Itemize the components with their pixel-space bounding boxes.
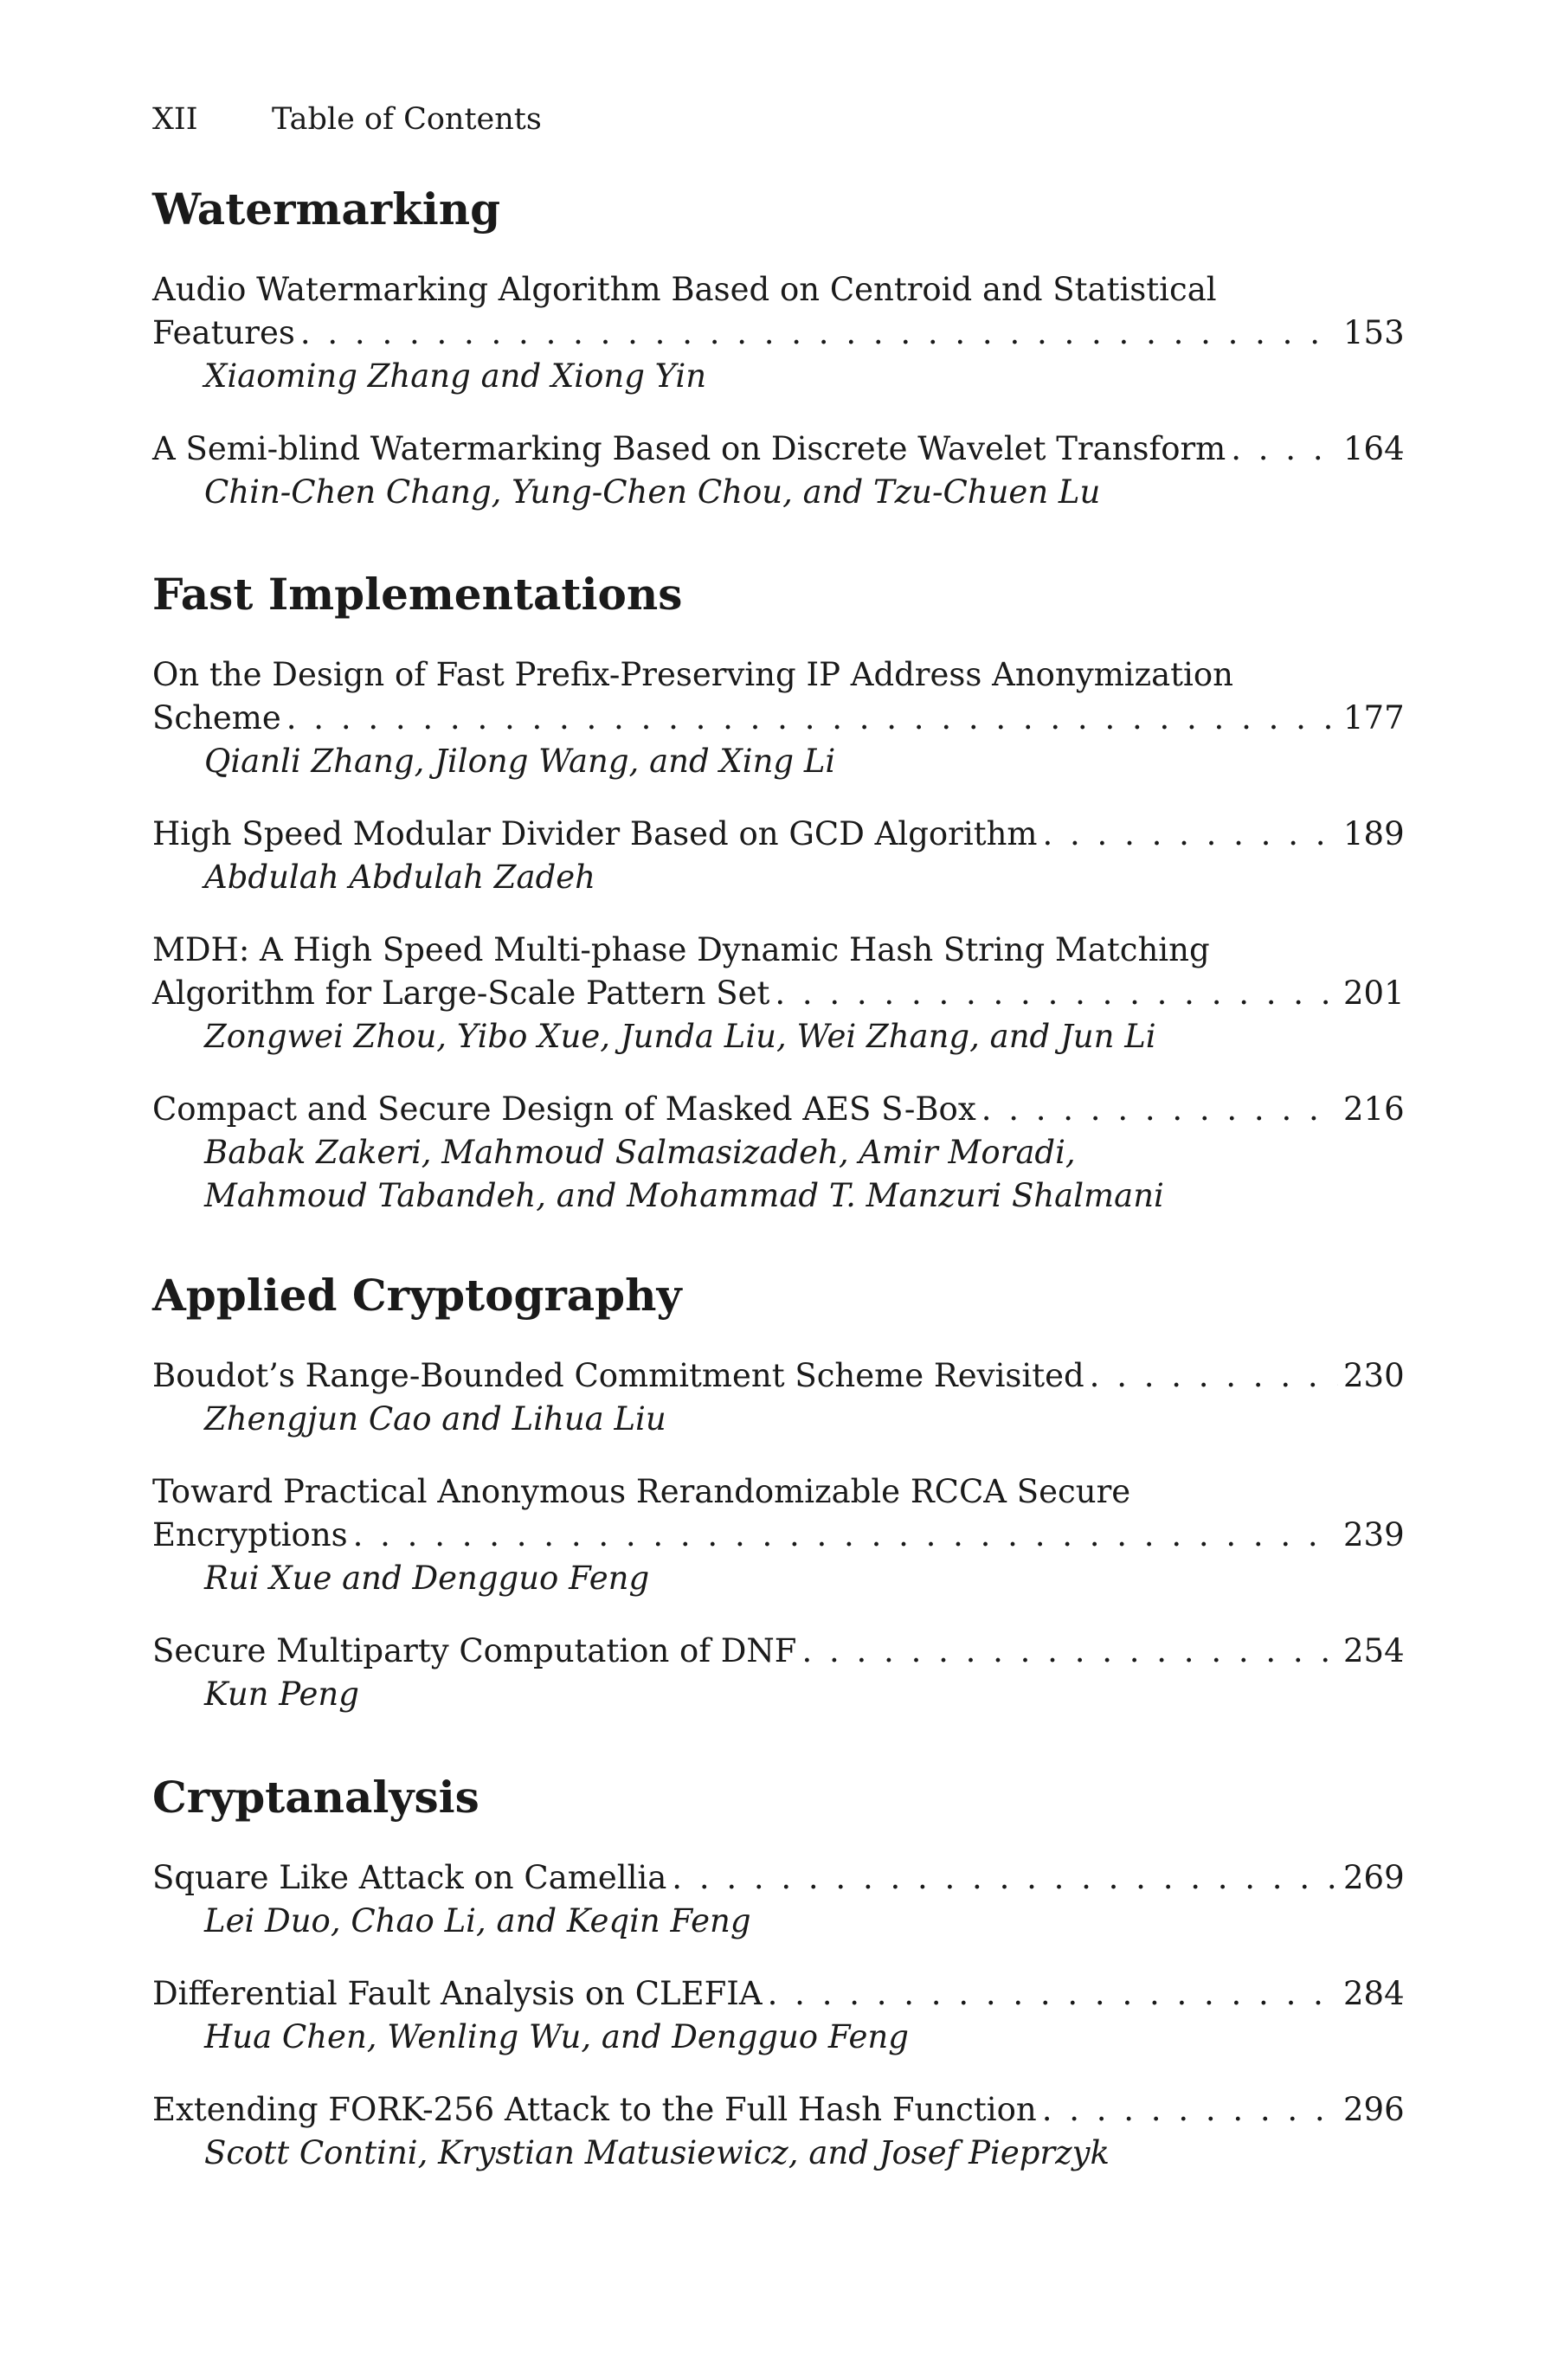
entry-title-line bbox=[152, 268, 1399, 312]
entry-authors: Qianli Zhang, Jilong Wang, and Xing Li bbox=[204, 743, 836, 780]
entry-authors: Xiaoming Zhang and Xiong Yin bbox=[204, 357, 707, 395]
toc-entry[interactable] bbox=[152, 929, 1405, 1058]
entry-list bbox=[152, 653, 1405, 1218]
dot-leader bbox=[775, 972, 1338, 1015]
toc-entry[interactable] bbox=[152, 1088, 1405, 1218]
entry-title: On the Design of Fast Prefix-Preserving IP Address Anonymization bbox=[152, 656, 1233, 693]
toc-section bbox=[152, 1770, 1405, 2175]
entry-authors: Rui Xue and Dengguo Feng bbox=[204, 1560, 650, 1597]
entry-title: Scheme bbox=[152, 699, 281, 737]
entry-list bbox=[152, 1354, 1405, 1716]
entry-title: Toward Practical Anonymous Rerandomizable RCCA Secure bbox=[152, 1473, 1131, 1510]
entry-authors: Scott Contini, Krystian Matusiewicz, and Josef Pieprzyk bbox=[204, 2134, 1110, 2171]
toc-section bbox=[152, 182, 1405, 514]
entry-authors: Kun Peng bbox=[204, 1676, 359, 1713]
entry-authors: Chin-Chen Chang, Yung-Chen Chou, and Tzu-Chuen Lu bbox=[204, 473, 1101, 511]
running-title: Table of Contents bbox=[272, 102, 542, 137]
entry-title-line bbox=[152, 1088, 1405, 1131]
entry-authors: Mahmoud Tabandeh, and Mohammad T. Manzuri Shalmani bbox=[204, 1177, 1164, 1214]
entry-title: Differential Fault Analysis on CLEFIA bbox=[152, 1975, 763, 2012]
toc-entry[interactable] bbox=[152, 1972, 1405, 2059]
entry-title-line bbox=[152, 1470, 1399, 1514]
dot-leader bbox=[801, 1630, 1338, 1673]
entry-page-number: 164 bbox=[1343, 430, 1405, 467]
entry-title-line bbox=[152, 972, 1405, 1015]
dot-leader bbox=[1090, 1354, 1338, 1398]
entry-title: Features bbox=[152, 314, 295, 351]
entry-title-line bbox=[152, 697, 1405, 740]
entry-title: Encryptions bbox=[152, 1516, 348, 1553]
section-title: Fast Implementations bbox=[152, 569, 683, 620]
dot-leader bbox=[981, 1088, 1338, 1131]
entry-title-line bbox=[152, 813, 1405, 856]
entry-list bbox=[152, 268, 1405, 514]
entry-title: Square Like Attack on Camellia bbox=[152, 1859, 667, 1896]
entry-authors: Abdulah Abdulah Zadeh bbox=[204, 859, 595, 896]
entry-page-number: 177 bbox=[1343, 699, 1405, 737]
toc-section bbox=[152, 1268, 1405, 1716]
entry-page-number: 153 bbox=[1343, 314, 1405, 351]
entry-authors: Zhengjun Cao and Lihua Liu bbox=[204, 1400, 666, 1438]
running-head bbox=[152, 97, 542, 142]
entry-page-number: 216 bbox=[1343, 1090, 1405, 1128]
entry-page-number: 201 bbox=[1343, 975, 1405, 1012]
toc-entry[interactable] bbox=[152, 1856, 1405, 1943]
section-title: Cryptanalysis bbox=[152, 1772, 479, 1823]
entry-authors: Babak Zakeri, Mahmoud Salmasizadeh, Amir Moradi, bbox=[204, 1134, 1076, 1171]
entry-page-number: 269 bbox=[1343, 1859, 1405, 1896]
entry-title-line bbox=[152, 929, 1399, 972]
entry-page-number: 284 bbox=[1343, 1975, 1405, 2012]
entry-title: Audio Watermarking Algorithm Based on Centroid and Statistical bbox=[152, 271, 1217, 308]
entry-title: Compact and Secure Design of Masked AES S-Box bbox=[152, 1090, 976, 1128]
entry-title: A Semi-blind Watermarking Based on Discrete Wavelet Transform bbox=[152, 430, 1226, 467]
dot-leader bbox=[1043, 813, 1339, 856]
entry-title-line bbox=[152, 1354, 1405, 1398]
entry-page-number: 230 bbox=[1343, 1357, 1405, 1394]
dot-leader bbox=[300, 312, 1338, 355]
toc-entry[interactable] bbox=[152, 2088, 1405, 2175]
entry-title-line bbox=[152, 1630, 1405, 1673]
entry-authors: Hua Chen, Wenling Wu, and Dengguo Feng bbox=[204, 2018, 909, 2055]
toc-section bbox=[152, 567, 1405, 1218]
toc-entry[interactable] bbox=[152, 1354, 1405, 1441]
entry-page-number: 189 bbox=[1343, 815, 1405, 852]
entry-title-line bbox=[152, 1856, 1405, 1900]
dot-leader bbox=[353, 1514, 1338, 1557]
toc-entry[interactable] bbox=[152, 813, 1405, 899]
toc-entry[interactable] bbox=[152, 268, 1405, 398]
entry-title: Algorithm for Large-Scale Pattern Set bbox=[152, 975, 770, 1012]
toc-entry[interactable] bbox=[152, 653, 1405, 783]
dot-leader bbox=[286, 697, 1338, 740]
entry-title-line bbox=[152, 312, 1405, 355]
entry-title-line bbox=[152, 1972, 1405, 2016]
entry-page-number: 296 bbox=[1343, 2091, 1405, 2128]
dot-leader bbox=[1042, 2088, 1338, 2132]
section-title: Applied Cryptography bbox=[152, 1270, 682, 1321]
dot-leader bbox=[1231, 428, 1338, 471]
entry-title-line bbox=[152, 2088, 1405, 2132]
entry-title: Secure Multiparty Computation of DNF bbox=[152, 1632, 797, 1669]
entry-title: Extending FORK-256 Attack to the Full Hash Function bbox=[152, 2091, 1037, 2128]
entry-page-number: 254 bbox=[1343, 1632, 1405, 1669]
entry-list bbox=[152, 1856, 1405, 2175]
entry-title-line bbox=[152, 1514, 1405, 1557]
entry-page-number: 239 bbox=[1343, 1516, 1405, 1553]
entry-title: Boudot’s Range-Bounded Commitment Scheme Revisited bbox=[152, 1357, 1084, 1394]
page-number: XII bbox=[152, 102, 198, 137]
toc-entry[interactable] bbox=[152, 1630, 1405, 1716]
dot-leader bbox=[672, 1856, 1338, 1900]
entry-title-line bbox=[152, 653, 1399, 697]
entry-authors: Lei Duo, Chao Li, and Keqin Feng bbox=[204, 1902, 751, 1939]
toc-entry[interactable] bbox=[152, 1470, 1405, 1600]
entry-title: High Speed Modular Divider Based on GCD Algorithm bbox=[152, 815, 1038, 852]
toc-entry[interactable] bbox=[152, 428, 1405, 514]
entry-title: MDH: A High Speed Multi-phase Dynamic Hash String Matching bbox=[152, 931, 1210, 968]
section-title: Watermarking bbox=[152, 183, 501, 235]
entry-title-line bbox=[152, 428, 1405, 471]
dot-leader bbox=[768, 1972, 1338, 2016]
entry-authors: Zongwei Zhou, Yibo Xue, Junda Liu, Wei Zhang, and Jun Li bbox=[204, 1018, 1156, 1055]
